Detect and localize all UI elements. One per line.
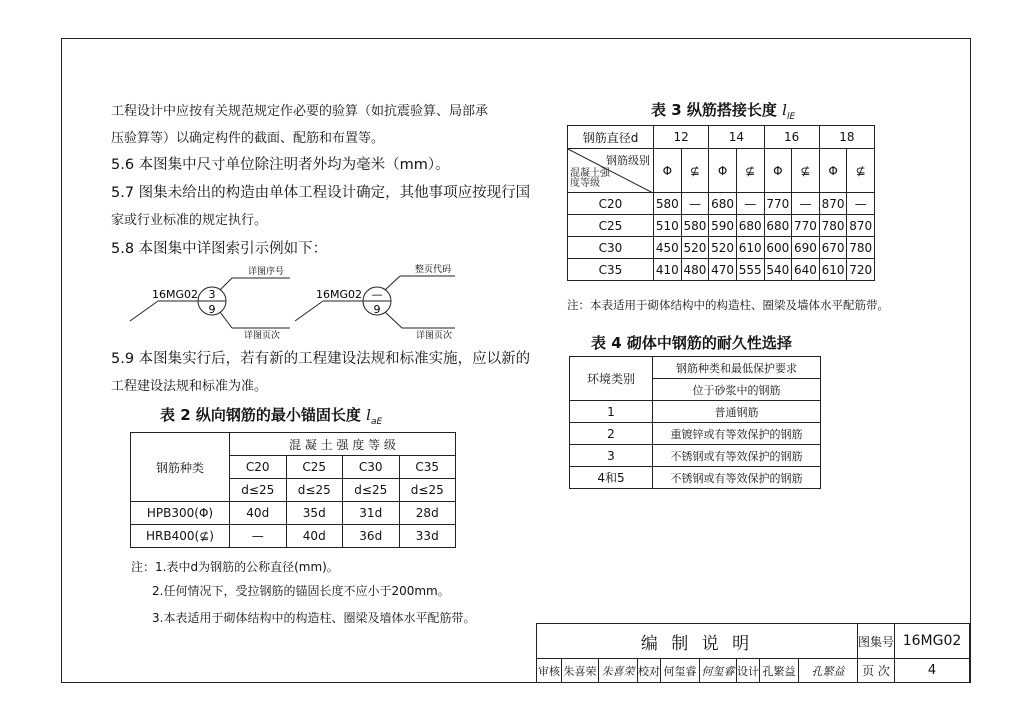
grade-cell: C25 bbox=[286, 456, 343, 479]
table2-note-3: 3.本表适用于砌体结构中的构造柱、圈梁及墙体水平配筋带。 bbox=[152, 611, 476, 625]
value-cell: 590 bbox=[709, 215, 737, 237]
value-cell: 40d bbox=[230, 502, 287, 525]
env-cell: 1 bbox=[570, 401, 653, 423]
type-cell: ⊈ bbox=[847, 149, 875, 193]
table2-symbol: l bbox=[366, 406, 371, 424]
item-5-8: 5.8 本图集中详图索引示例如下： bbox=[111, 241, 328, 257]
diam-cell: 16 bbox=[764, 126, 819, 149]
value-cell: — bbox=[736, 193, 764, 215]
type-cell: ⊈ bbox=[792, 149, 820, 193]
value-cell: 410 bbox=[654, 259, 682, 281]
detail-number-left: 3 bbox=[208, 288, 216, 301]
value-cell: 690 bbox=[792, 237, 820, 259]
diam-cell: d≤25 bbox=[399, 479, 456, 502]
value-cell: 36d bbox=[343, 525, 400, 548]
type-cell: ⊈ bbox=[681, 149, 709, 193]
value-cell: 610 bbox=[736, 237, 764, 259]
check-name: 何玺睿 bbox=[661, 659, 700, 683]
value-cell: 470 bbox=[709, 259, 737, 281]
rebar-type: HRB400(⊈) bbox=[131, 525, 230, 548]
value-cell: — bbox=[230, 525, 287, 548]
diam-cell: 14 bbox=[709, 126, 764, 149]
table2-title-text: 表 2 纵向钢筋的最小锚固长度 bbox=[160, 406, 361, 424]
value-cell: — bbox=[681, 193, 709, 215]
value-cell: 670 bbox=[819, 237, 847, 259]
label-detail-number: 详图序号 bbox=[248, 267, 285, 277]
table2-title bbox=[160, 404, 382, 427]
table3-title bbox=[651, 99, 795, 122]
detail-page-left: 9 bbox=[208, 303, 216, 316]
table2 bbox=[130, 432, 456, 548]
req-cell: 重镀锌或有等效保护的钢筋 bbox=[653, 423, 821, 445]
atlas-number: 16MG02 bbox=[895, 624, 970, 659]
label-detail-page-left: 详图页次 bbox=[244, 331, 281, 341]
check-label: 校对 bbox=[638, 659, 661, 683]
value-cell: 780 bbox=[847, 237, 875, 259]
value-cell: 580 bbox=[654, 193, 682, 215]
type-cell: ⊈ bbox=[736, 149, 764, 193]
grade-cell: C30 bbox=[343, 456, 400, 479]
value-cell: 520 bbox=[681, 237, 709, 259]
table3-symbol: l bbox=[782, 101, 787, 119]
value-cell: 770 bbox=[764, 193, 792, 215]
type-cell: Φ bbox=[654, 149, 682, 193]
paragraph-line: 工程建设法规和标准为准。 bbox=[111, 379, 268, 394]
value-cell: — bbox=[792, 193, 820, 215]
value-cell: 720 bbox=[847, 259, 875, 281]
item-5-9: 5.9 本图集实行后，若有新的工程建设法规和标准实施，应以新的 bbox=[111, 351, 531, 367]
grade-cell: C25 bbox=[568, 215, 654, 237]
paragraph-line: 工程设计中应按有关规范规定作必要的验算（如抗震验算、局部承 bbox=[111, 104, 489, 119]
detail-number-right: — bbox=[371, 288, 383, 301]
diam-cell: d≤25 bbox=[230, 479, 287, 502]
value-cell: 33d bbox=[399, 525, 456, 548]
req-cell: 不锈钢或有等效保护的钢筋 bbox=[653, 445, 821, 467]
grade-cell: C35 bbox=[399, 456, 456, 479]
req-label: 钢筋种类和最低保护要求 bbox=[653, 357, 821, 379]
diag-top-label: 钢筋级别 bbox=[606, 154, 650, 167]
paragraph-line: 压验算等）以确定构件的截面、配筋和布置等。 bbox=[111, 131, 385, 146]
type-cell: Φ bbox=[764, 149, 792, 193]
type-cell: Φ bbox=[709, 149, 737, 193]
table3-title-text: 表 3 纵筋搭接长度 bbox=[651, 101, 777, 119]
value-cell: 680 bbox=[736, 215, 764, 237]
index-example-diagram bbox=[120, 258, 470, 344]
value-cell: 610 bbox=[819, 259, 847, 281]
value-cell: — bbox=[847, 193, 875, 215]
review-name: 朱喜荣 bbox=[562, 659, 599, 683]
label-full-page-code: 整页代码 bbox=[415, 265, 452, 275]
value-cell: 600 bbox=[764, 237, 792, 259]
value-cell: 450 bbox=[654, 237, 682, 259]
item-5-7: 5.7 图集未给出的构造由单体工程设计确定，其他事项应按现行国 bbox=[111, 185, 531, 201]
diam-cell: 12 bbox=[654, 126, 709, 149]
value-cell: 640 bbox=[792, 259, 820, 281]
page-number: 4 bbox=[895, 659, 970, 683]
table3-note: 注：本表适用于砌体结构中的构造柱、圈梁及墙体水平配筋带。 bbox=[567, 298, 889, 312]
atlas-label: 图集号 bbox=[857, 624, 894, 659]
value-cell: 28d bbox=[399, 502, 456, 525]
value-cell: 770 bbox=[792, 215, 820, 237]
table4-title: 表 4 砌体中钢筋的耐久性选择 bbox=[591, 334, 792, 352]
diam-cell: d≤25 bbox=[286, 479, 343, 502]
table3-symbol-sub: lE bbox=[786, 112, 796, 122]
atlas-code-left: 16MG02 bbox=[152, 288, 199, 301]
grade-cell: C35 bbox=[568, 259, 654, 281]
grade-cell: C20 bbox=[230, 456, 287, 479]
env-label: 环境类别 bbox=[570, 357, 653, 401]
value-cell: 35d bbox=[286, 502, 343, 525]
req-cell: 普通钢筋 bbox=[653, 401, 821, 423]
grade-cell: C30 bbox=[568, 237, 654, 259]
value-cell: 40d bbox=[286, 525, 343, 548]
grade-cell: C20 bbox=[568, 193, 654, 215]
label-detail-page-right: 详图页次 bbox=[416, 331, 453, 341]
item-5-6: 5.6 本图集中尺寸单位除注明者外均为毫米（mm）。 bbox=[111, 157, 450, 173]
page-label: 页 次 bbox=[857, 659, 894, 683]
diam-cell: 18 bbox=[819, 126, 874, 149]
table2-symbol-sub: aE bbox=[370, 417, 383, 427]
detail-page-right: 9 bbox=[373, 303, 381, 316]
row-header: 钢筋种类 bbox=[131, 433, 230, 502]
env-cell: 4和5 bbox=[570, 467, 653, 489]
env-cell: 3 bbox=[570, 445, 653, 467]
pos-label: 位于砂浆中的钢筋 bbox=[653, 379, 821, 401]
value-cell: 870 bbox=[847, 215, 875, 237]
diagonal-header-cell bbox=[568, 149, 654, 193]
value-cell: 680 bbox=[764, 215, 792, 237]
design-signature: 孔繁益 bbox=[799, 659, 858, 683]
value-cell: 580 bbox=[681, 215, 709, 237]
value-cell: 540 bbox=[764, 259, 792, 281]
design-label: 设计 bbox=[737, 659, 760, 683]
title-block-title: 编 制 说 明 bbox=[537, 624, 858, 659]
table4 bbox=[569, 356, 821, 489]
table2-note-1: 注：1.表中d为钢筋的公称直径(mm)。 bbox=[131, 560, 339, 574]
design-name: 孔繁益 bbox=[760, 659, 799, 683]
rebar-type: HPB300(Φ) bbox=[131, 502, 230, 525]
header-group: 混 凝 土 强 度 等 级 bbox=[230, 433, 456, 456]
atlas-code-right: 16MG02 bbox=[316, 288, 363, 301]
table3 bbox=[567, 125, 875, 281]
paragraph-line: 家或行业标准的规定执行。 bbox=[111, 213, 268, 228]
value-cell: 680 bbox=[709, 193, 737, 215]
value-cell: 520 bbox=[709, 237, 737, 259]
value-cell: 555 bbox=[736, 259, 764, 281]
req-cell: 不锈钢或有等效保护的钢筋 bbox=[653, 467, 821, 489]
diam-label: 钢筋直径d bbox=[568, 126, 654, 149]
value-cell: 480 bbox=[681, 259, 709, 281]
check-signature: 何玺睿 bbox=[700, 659, 737, 683]
review-signature: 朱喜荣 bbox=[599, 659, 638, 683]
value-cell: 780 bbox=[819, 215, 847, 237]
value-cell: 510 bbox=[654, 215, 682, 237]
type-cell: Φ bbox=[819, 149, 847, 193]
diam-cell: d≤25 bbox=[343, 479, 400, 502]
env-cell: 2 bbox=[570, 423, 653, 445]
review-label: 审核 bbox=[537, 659, 562, 683]
diag-bottom-label: 混凝土强度等级 bbox=[570, 168, 610, 189]
value-cell: 31d bbox=[343, 502, 400, 525]
title-block bbox=[536, 623, 970, 683]
value-cell: 870 bbox=[819, 193, 847, 215]
table2-note-2: 2.任何情况下，受拉钢筋的锚固长度不应小于200mm。 bbox=[152, 584, 450, 598]
